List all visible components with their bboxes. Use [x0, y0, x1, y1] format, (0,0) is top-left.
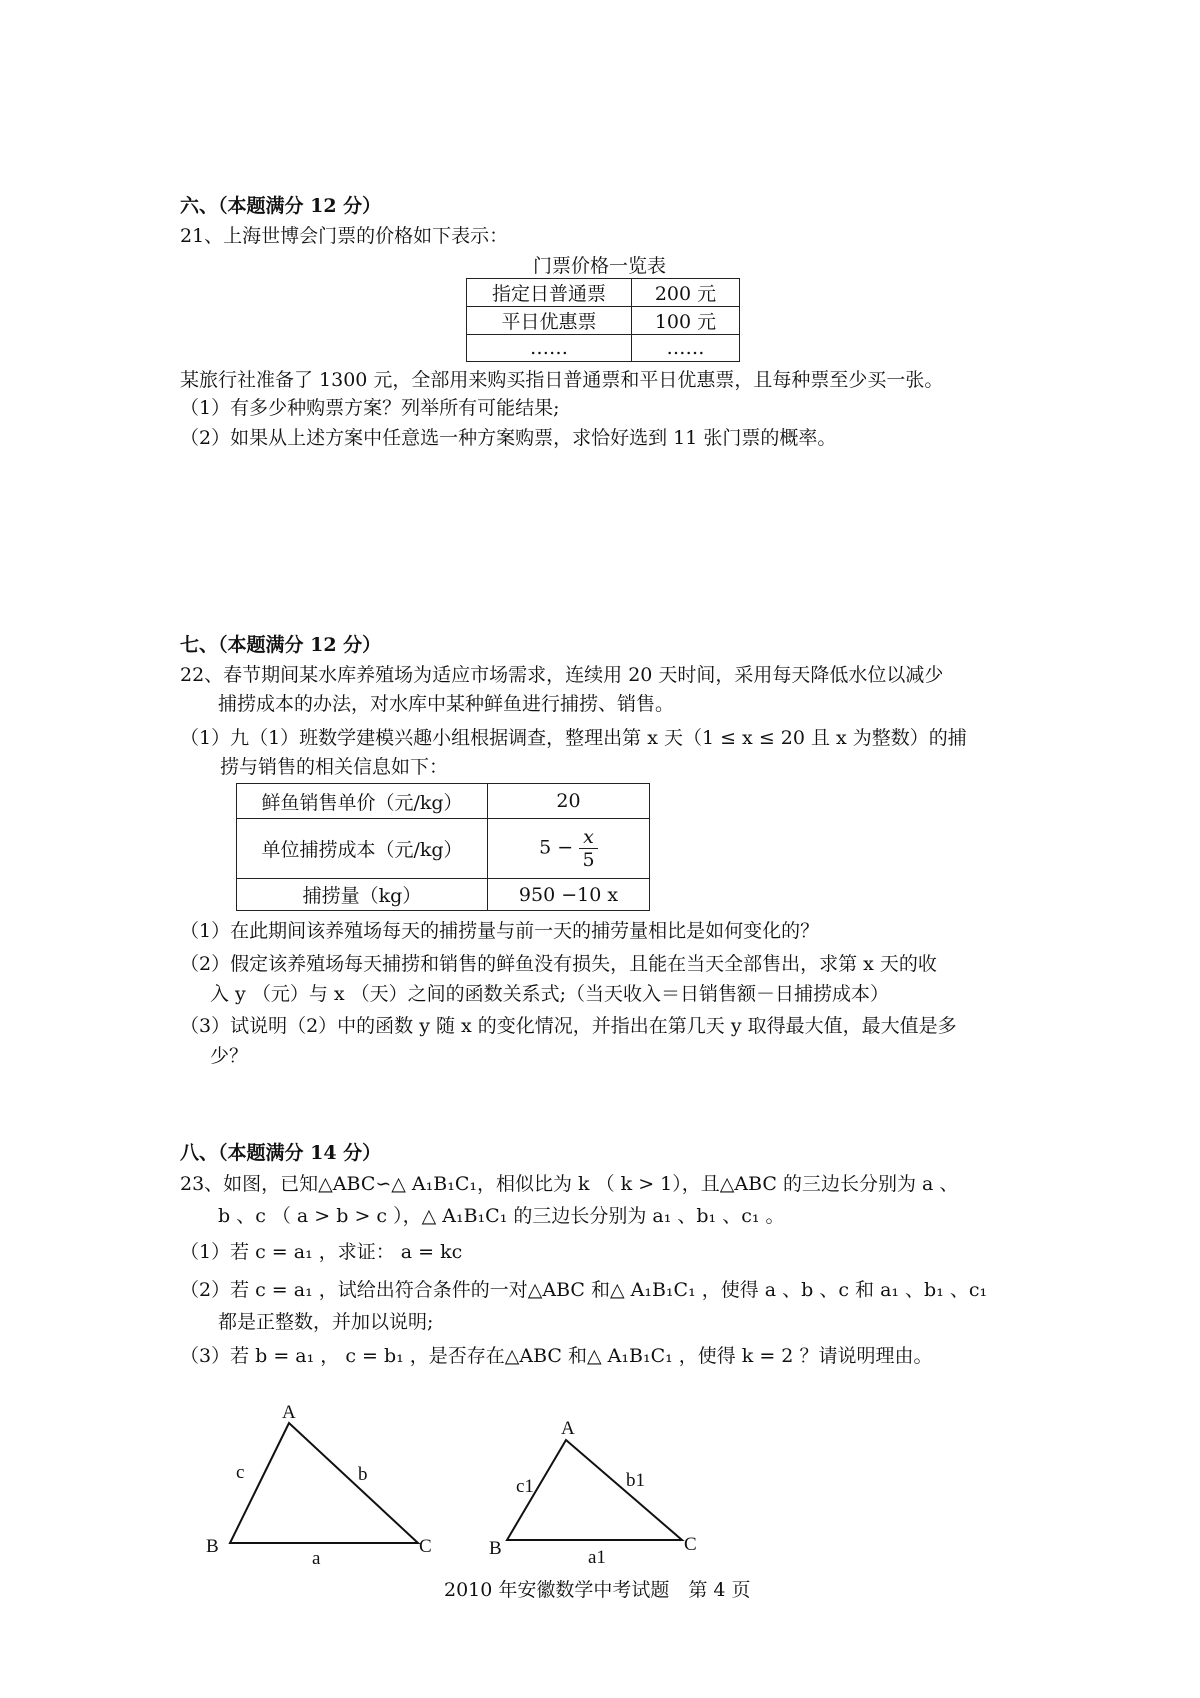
- fraction-numerator: x: [579, 826, 598, 849]
- price-table: [466, 278, 740, 362]
- info-value: 950 −10 x: [488, 879, 650, 911]
- question-23-line1: 23、如图，已知△ABC∽△ A₁B₁C₁，相似比为 k （ k > 1），且△ABC 的三边长分别为 a 、: [180, 1173, 959, 1195]
- info-value: 20: [488, 784, 650, 819]
- ticket-name: 平日优惠票: [467, 307, 632, 335]
- ticket-price: 100 元: [632, 307, 740, 335]
- side-c1-label: c1: [516, 1476, 534, 1497]
- ticket-price: ……: [632, 335, 740, 362]
- table-row: [467, 307, 740, 335]
- question-23-part2-line2: 都是正整数，并加以说明;: [218, 1311, 434, 1333]
- question-22-part1-line1: （1）九（1）班数学建模兴趣小组根据调查，整理出第 x 天（1 ≤ x ≤ 20 且 x 为整数）的捕: [180, 727, 967, 749]
- question-22-q1: （1）在此期间该养殖场每天的捕捞量与前一天的捕劳量相比是如何变化的？: [180, 920, 820, 942]
- info-label: 单位捕捞成本（元/kg）: [237, 819, 488, 879]
- section8-heading: 八、（本题满分 14 分）: [180, 1142, 382, 1164]
- question-21-part1: （1）有多少种购票方案？列举所有可能结果;: [180, 397, 560, 419]
- vertex-c-label: C: [419, 1536, 432, 1557]
- triangle-abc: [230, 1423, 418, 1543]
- info-label: 鲜鱼销售单价（元/kg）: [237, 784, 488, 819]
- price-table-title: 门票价格一览表: [533, 255, 667, 277]
- section6-heading: 六、（本题满分 12 分）: [180, 195, 382, 217]
- question-22-line2: 捕捞成本的办法，对水库中某种鲜鱼进行捕捞、销售。: [218, 693, 675, 715]
- fraction: [579, 826, 598, 871]
- question-23-part1: （1）若 c = a₁ ，求证： a = kc: [180, 1241, 463, 1263]
- cost-expression-prefix: 5 −: [539, 836, 574, 859]
- question-23-part2-line1: （2）若 c = a₁ ，试给出符合条件的一对△ABC 和△ A₁B₁C₁ ，使得 a 、b 、c 和 a₁ 、b₁ 、c₁: [180, 1279, 988, 1301]
- question-21-part2: （2）如果从上述方案中任意选一种方案购票，求恰好选到 11 张门票的概率。: [180, 427, 837, 449]
- question-23-line2: b 、c （ a > b > c ），△ A₁B₁C₁ 的三边长分别为 a₁ 、b₁ 、c₁ 。: [218, 1205, 785, 1227]
- question-23-part3: （3）若 b = a₁ ， c = b₁ ，是否存在△ABC 和△ A₁B₁C₁ ，使得 k = 2 ？请说明理由。: [180, 1345, 933, 1367]
- side-c-label: c: [236, 1462, 245, 1483]
- table-row: [237, 784, 650, 819]
- vertex-b-label: B: [206, 1536, 219, 1557]
- question-22-part1-line2: 捞与销售的相关信息如下：: [220, 756, 449, 778]
- page-footer: 2010 年安徽数学中考试题 第 4 页: [444, 1579, 751, 1601]
- question-22-q2-line1: （2）假定该养殖场每天捕捞和销售的鲜鱼没有损失，且能在当天全部售出，求第 x 天的收: [180, 953, 937, 975]
- question-22-q2-line2: 入 y （元）与 x （天）之间的函数关系式;（当天收入＝日销售额－日捕捞成本）: [210, 983, 890, 1005]
- triangle-a1b1c1: [507, 1440, 682, 1540]
- vertex-a-label: A: [282, 1402, 296, 1423]
- side-b-label: b: [358, 1464, 368, 1485]
- info-label: 捕捞量（kg）: [237, 879, 488, 911]
- ticket-name: ……: [467, 335, 632, 362]
- ticket-name: 指定日普通票: [467, 279, 632, 307]
- question-21-stem: 某旅行社准备了 1300 元，全部用来购买指日普通票和平日优惠票，且每种票至少买一张。: [180, 369, 944, 391]
- side-a1-label: a1: [588, 1547, 606, 1568]
- section7-heading: 七、（本题满分 12 分）: [180, 634, 382, 656]
- side-a-label: a: [312, 1548, 321, 1569]
- vertex-c-label: C: [684, 1534, 697, 1555]
- table-row: [467, 279, 740, 307]
- fish-info-table: [236, 783, 650, 911]
- question-21: 21、上海世博会门票的价格如下表示：: [180, 225, 509, 247]
- table-row: [467, 335, 740, 362]
- info-value: [488, 819, 650, 879]
- question-22-line1: 22、春节期间某水库养殖场为适应市场需求，连续用 20 天时间，采用每天降低水位以减少: [180, 664, 944, 686]
- question-22-q3-line1: （3）试说明（2）中的函数 y 随 x 的变化情况，并指出在第几天 y 取得最大值，最大值是多: [180, 1015, 957, 1037]
- fraction-denominator: 5: [582, 849, 595, 871]
- vertex-a-label: A: [561, 1418, 575, 1439]
- vertex-b-label: B: [489, 1538, 502, 1559]
- question-22-q3-line2: 少？: [210, 1045, 249, 1067]
- table-row: [237, 879, 650, 911]
- side-b1-label: b1: [626, 1470, 645, 1491]
- table-row: [237, 819, 650, 879]
- ticket-price: 200 元: [632, 279, 740, 307]
